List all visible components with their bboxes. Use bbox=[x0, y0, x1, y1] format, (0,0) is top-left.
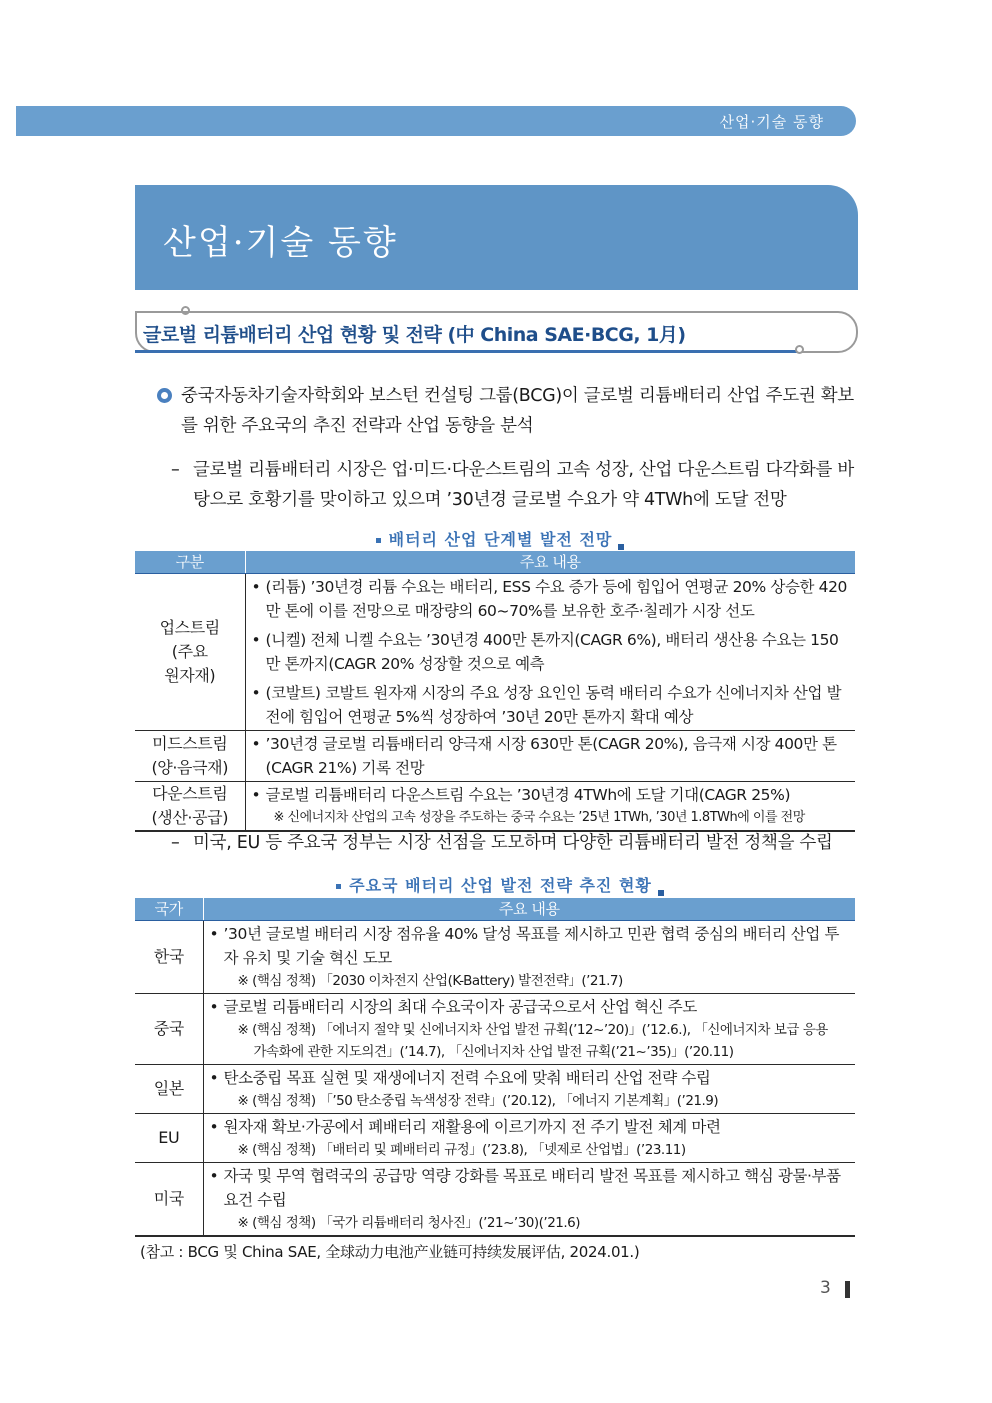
list-item: • 원자재 확보·가공에서 폐배터리 재활용에 이르기까지 전 주기 발전 체계 마련 bbox=[210, 1115, 854, 1139]
table1-content-midstream bbox=[245, 730, 855, 781]
table1-note: ※ 신에너지차 산업의 고속 성장을 주도하는 중국 수요는 ’25년 1TWh, ’30년 1.8TWh에 이를 전망 bbox=[273, 809, 805, 825]
square-icon bbox=[336, 884, 341, 889]
list-item: • 탄소중립 목표 실현 및 재생에너지 전력 수요에 맞춰 배터리 산업 전략 수립 bbox=[210, 1066, 854, 1090]
square-icon bbox=[618, 544, 624, 550]
list-item: • (코발트) 코발트 원자재 시장의 주요 성장 요인인 동력 배터리 수요가 신에너지차 산업 발전에 힘입어 연평균 5%씩 성장하여 ’30년 20만 톤까지 확대 예상 bbox=[252, 681, 854, 729]
circle-bullet-icon bbox=[157, 388, 172, 403]
country-strategy-table bbox=[135, 898, 855, 1237]
table-row bbox=[135, 993, 855, 1064]
policy-note: ※ (핵심 정책) 「에너지 절약 및 신에너지차 산업 발전 규획(’12~’20)」(’12.6.), 「신에너지차 보급 응용 bbox=[237, 1021, 828, 1038]
list-item: • (니켈) 전체 니켈 수요는 ’30년경 400만 톤까지(CAGR 6%), 배터리 생산용 수요는 150만 톤까지(CAGR 20% 성장할 것으로 예측 bbox=[252, 628, 854, 676]
table1-cat-downstream: 다운스트림 (생산·공급) bbox=[135, 781, 245, 831]
dash-item-2 bbox=[171, 828, 861, 858]
stage-outlook-table bbox=[135, 551, 855, 832]
subtitle-box bbox=[135, 311, 858, 353]
table1-title-text: 배터리 산업 단계별 발전 전망 bbox=[388, 530, 613, 549]
square-icon bbox=[658, 890, 664, 896]
dash-marker: – bbox=[171, 833, 180, 853]
subtitle-accent-line bbox=[135, 350, 800, 353]
policy-note: ※ (핵심 정책) 「’50 탄소중립 녹색성장 전략」(’20.12), 「에너지 기본계획」(’21.9) bbox=[237, 1092, 719, 1109]
list-item: • ’30년경 글로벌 리튬배터리 양극재 시장 630만 톤(CAGR 20%), 음극재 시장 400만 톤(CAGR 21%) 기록 전망 bbox=[252, 732, 854, 780]
page-bar bbox=[845, 1281, 850, 1298]
table2-header-country: 국가 bbox=[135, 898, 203, 920]
table2-content-china bbox=[203, 993, 855, 1064]
subtitle-text: 글로벌 리튬배터리 산업 현황 및 전략 (中 China SAE·BCG, 1月) bbox=[143, 324, 686, 346]
table-row bbox=[135, 1113, 855, 1162]
table-row bbox=[135, 781, 855, 831]
page-number: 3 bbox=[820, 1278, 831, 1298]
list-item: • 글로벌 리튬배터리 다운스트림 수요는 ’30년경 4TWh에 도달 기대(CAGR 25%) bbox=[252, 783, 854, 807]
table-row bbox=[135, 1162, 855, 1236]
dash-item-2-text: 미국, EU 등 주요국 정부는 시장 선점을 도모하며 다양한 리튬배터리 발전 정책을 수립 bbox=[193, 833, 833, 853]
list-item: • ’30년 글로벌 배터리 시장 점유율 40% 달성 목표를 제시하고 민관 협력 중심의 배터리 산업 투자 유치 및 기술 혁신 도모 bbox=[210, 922, 854, 970]
dash-item-1-text: 글로벌 리튬배터리 시장은 업·미드·다운스트림의 고속 성장, 산업 다운스트림 다각화를 바탕으로 호황기를 맞이하고 있으며 ’30년경 글로벌 수요가 약 4TWh에 도달 전망 bbox=[193, 460, 854, 510]
table2-country-eu: EU bbox=[135, 1113, 203, 1162]
table2-country-china: 중국 bbox=[135, 993, 203, 1064]
title-box bbox=[135, 185, 858, 290]
header-band bbox=[16, 106, 856, 136]
main-bullet-text: 중국자동차기술자학회와 보스턴 컨설팅 그룹(BCG)이 글로벌 리튬배터리 산업 주도권 확보를 위한 주요국의 추진 전략과 산업 동향을 분석 bbox=[181, 386, 854, 436]
table1-header-content: 주요 내용 bbox=[245, 551, 855, 573]
list-item: • 글로벌 리튬배터리 시장의 최대 수요국이자 공급국으로서 산업 혁신 주도 bbox=[210, 995, 854, 1019]
dash-item-1 bbox=[171, 455, 861, 515]
table1-cat-upstream: 업스트림 (주요 원자재) bbox=[135, 573, 245, 730]
list-item: • 자국 및 무역 협력국의 공급망 역량 강화를 목표로 배터리 발전 목표를 제시하고 핵심 광물·부품 요건 수립 bbox=[210, 1164, 854, 1212]
page-title: 산업·기술 동향 bbox=[163, 223, 398, 263]
table1-header-category: 구분 bbox=[135, 551, 245, 573]
table1-cat-midstream: 미드스트림 (양·음극재) bbox=[135, 730, 245, 781]
table2-header-content: 주요 내용 bbox=[203, 898, 855, 920]
table2-content-usa bbox=[203, 1162, 855, 1236]
reference-note: (참고 : BCG 및 China SAE, 全球动力电池产业链可持续发展评估, 2024.01.) bbox=[140, 1243, 640, 1261]
table-row bbox=[135, 573, 855, 730]
table2-content-eu bbox=[203, 1113, 855, 1162]
table2-title-text: 주요국 배터리 산업 발전 전략 추진 현황 bbox=[349, 876, 652, 895]
table-row bbox=[135, 730, 855, 781]
table2-content-korea bbox=[203, 920, 855, 993]
header-section-label: 산업·기술 동향 bbox=[719, 113, 824, 131]
list-item: • (리튬) ’30년경 리튬 수요는 배터리, ESS 수요 증가 등에 힘입어 연평균 20% 상승한 420만 톤에 이를 전망으로 매장량의 60~70%를 보유한 호주·칠레가 시장 선도 bbox=[252, 575, 854, 623]
dash-marker: – bbox=[171, 460, 180, 480]
table1-content-downstream bbox=[245, 781, 855, 831]
subtitle-dot-bottom bbox=[795, 345, 804, 354]
table-row bbox=[135, 1064, 855, 1113]
policy-note-continued: 가속화에 관한 지도의견」(’14.7), 「신에너지차 산업 발전 규획(’21~’35)」(’20.11) bbox=[253, 1043, 734, 1060]
table1-content-upstream bbox=[245, 573, 855, 730]
table2-content-japan bbox=[203, 1064, 855, 1113]
table2-country-korea: 한국 bbox=[135, 920, 203, 993]
policy-note: ※ (핵심 정책) 「2030 이차전지 산업(K-Battery) 발전전략」(’21.7) bbox=[237, 972, 623, 989]
table2-title bbox=[0, 873, 992, 896]
table-row bbox=[135, 920, 855, 993]
square-icon bbox=[376, 538, 381, 543]
policy-note: ※ (핵심 정책) 「국가 리튬배터리 청사진」(’21~’30)(’21.6) bbox=[237, 1214, 581, 1231]
policy-note: ※ (핵심 정책) 「배터리 및 폐배터리 규정」(’23.8), 「넷제로 산업법」(’23.11) bbox=[237, 1141, 686, 1158]
table2-country-japan: 일본 bbox=[135, 1064, 203, 1113]
main-bullet bbox=[157, 381, 862, 441]
table2-country-usa: 미국 bbox=[135, 1162, 203, 1236]
table1-title bbox=[0, 527, 992, 550]
